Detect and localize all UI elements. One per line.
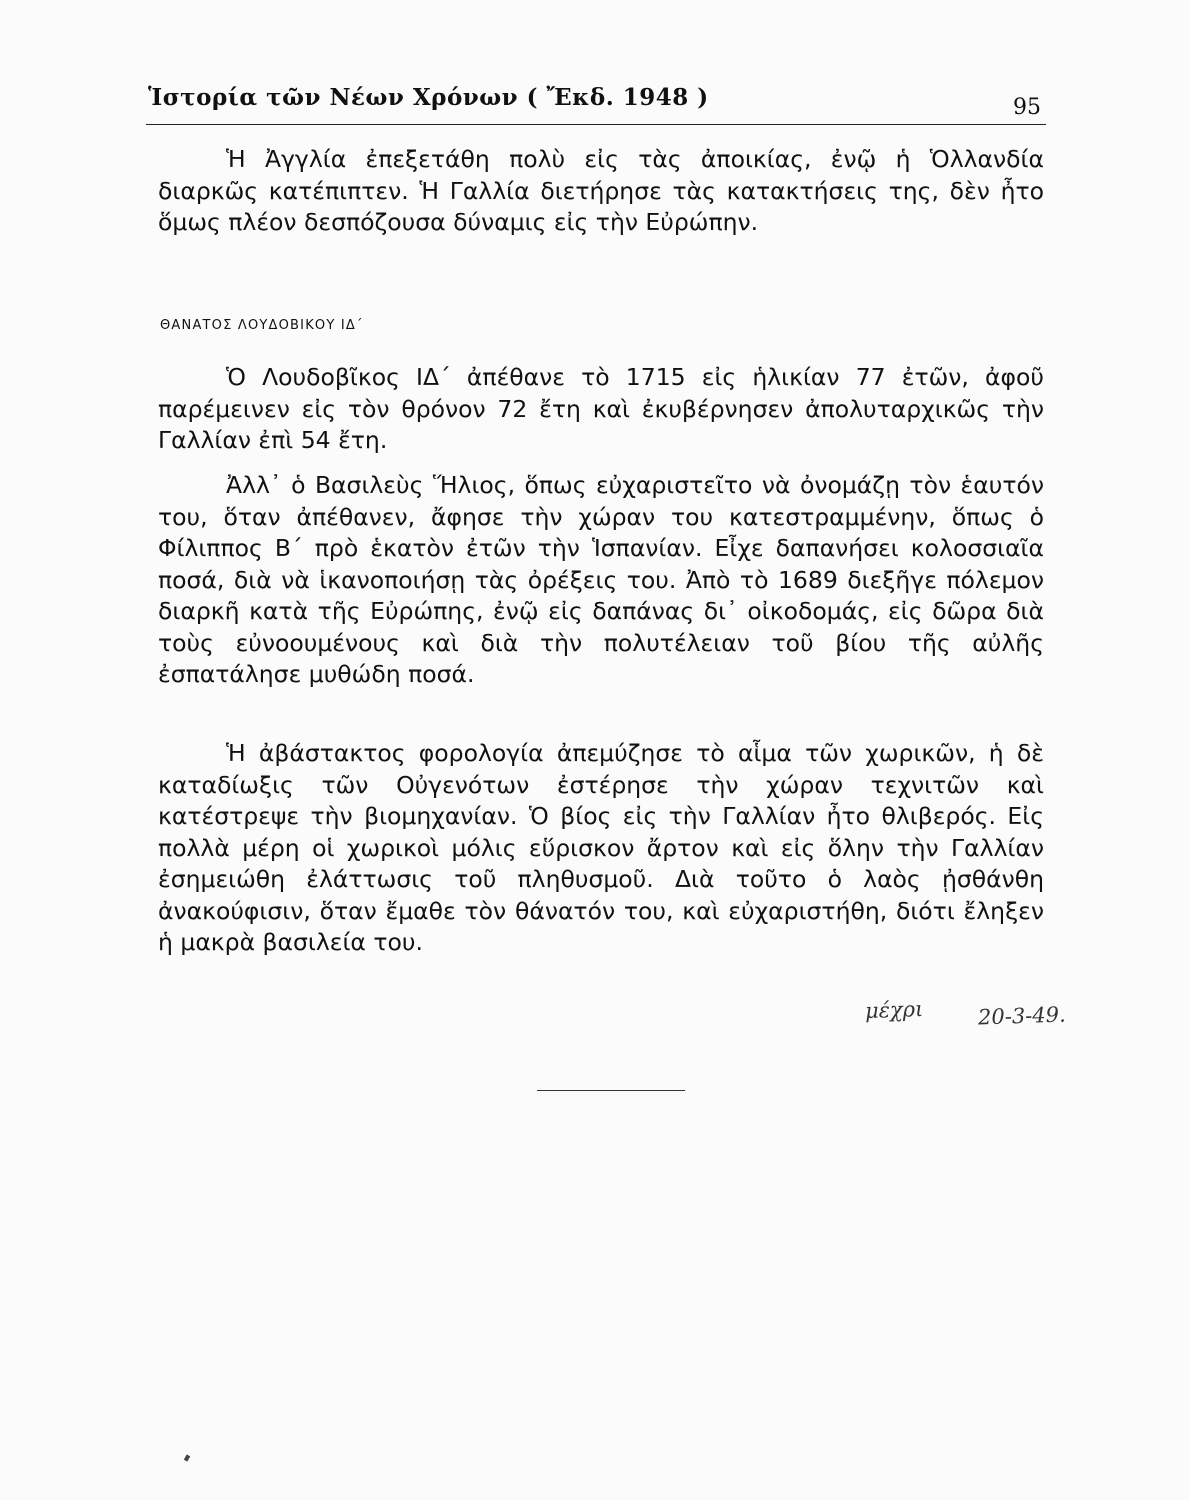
header-rule bbox=[146, 124, 1046, 125]
paragraph-colonies: Ἡ Ἀγγλία ἐπεξετάθη πολὺ εἰς τὰς ἀποικίας, ἐνῷ ἡ Ὁλλανδία διαρκῶς κατέπιπτεν. Ἡ Γαλλία διετήρησε τὰς κατακτήσεις της, δὲν ἦτο ὅμως πλέον δεσπόζουσα δύναμις εἰς τὴν Εὐρώπην. bbox=[158, 145, 1044, 236]
paragraph-death-of-louis: Ὁ Λουδοβῖκος ΙΔ΄ ἀπέθανε τὸ 1715 εἰς ἡλικίαν 77 ἐτῶν, ἀφοῦ παρέμεινεν εἰς τὸν θρόνον 72 ἔτη καὶ ἐκυβέρνησεν ἀπολυταρχικῶς τὴν Γαλλίαν ἐπὶ 54 ἔτη. bbox=[158, 363, 1044, 454]
stray-ink-mark bbox=[184, 1454, 190, 1461]
section-heading: ΘΑΝΑΤΟΣ ΛΟΥΔΟΒΙΚΟΥ ΙΔ΄ bbox=[160, 318, 364, 333]
end-of-section-rule bbox=[537, 1090, 685, 1091]
paragraph-sun-king: Ἀλλ᾽ ὁ Βασιλεὺς Ἥλιος, ὅπως εὐχαριστεῖτο νὰ ὀνομάζῃ τὸν ἑαυτόν του, ὅταν ἀπέθανεν, ἄφησε τὴν χώραν του κατεστραμμένην, ὅπως ὁ Φίλιππος Β΄ πρὸ ἑκατὸν ἐτῶν τὴν Ἱσπανίαν. Εἶχε δαπανήσει κολοσσιαῖα ποσά, διὰ νὰ ἱκανοποιήσῃ τὰς ὀρέξεις του. Ἀπὸ τὸ 1689 διεξῆγε πόλεμον διαρκῆ κατὰ τῆς Εὐρώπης, ἐνῷ εἰς δαπάνας δι᾽ οἰκοδομάς, εἰς δῶρα διὰ τοὺς εὐνοουμένους καὶ διὰ τὴν πολυτέλειαν τοῦ βίου τῆς αὐλῆς ἐσπατάλησε μυθώδη ποσά. bbox=[158, 471, 1044, 688]
page-number: 95 bbox=[1013, 95, 1041, 120]
running-header-title: Ἱστορία τῶν Νέων Χρόνων ( Ἔκδ. 1948 ) bbox=[148, 84, 709, 111]
paragraph-taxation: Ἡ ἀβάστακτος φορολογία ἀπεμύζησε τὸ αἷμα τῶν χωρικῶν, ἡ δὲ καταδίωξις τῶν Οὐγενότων ἐστέρησε τὴν χώραν τεχνιτῶν καὶ κατέστρεψε τὴν βιομηχανίαν. Ὁ βίος εἰς τὴν Γαλλίαν ἦτο θλιβερός. Εἰς πολλὰ μέρη οἱ χωρικοὶ μόλις εὕρισκον ἄρτον καὶ εἰς ὅλην τὴν Γαλλίαν ἐσημειώθη ἐλάττωσις τοῦ πληθυσμοῦ. Διὰ τοῦτο ὁ λαὸς ᾐσθάνθη ἀνακούφισιν, ὅταν ἔμαθε τὸν θάνατόν του, καὶ εὐχαριστήθη, διότι ἔληξεν ἡ μακρὰ βασιλεία του. bbox=[158, 739, 1044, 956]
handwritten-note-word: μέχρι bbox=[864, 996, 924, 1024]
handwritten-note-date: 20-3-49. bbox=[977, 1002, 1067, 1030]
